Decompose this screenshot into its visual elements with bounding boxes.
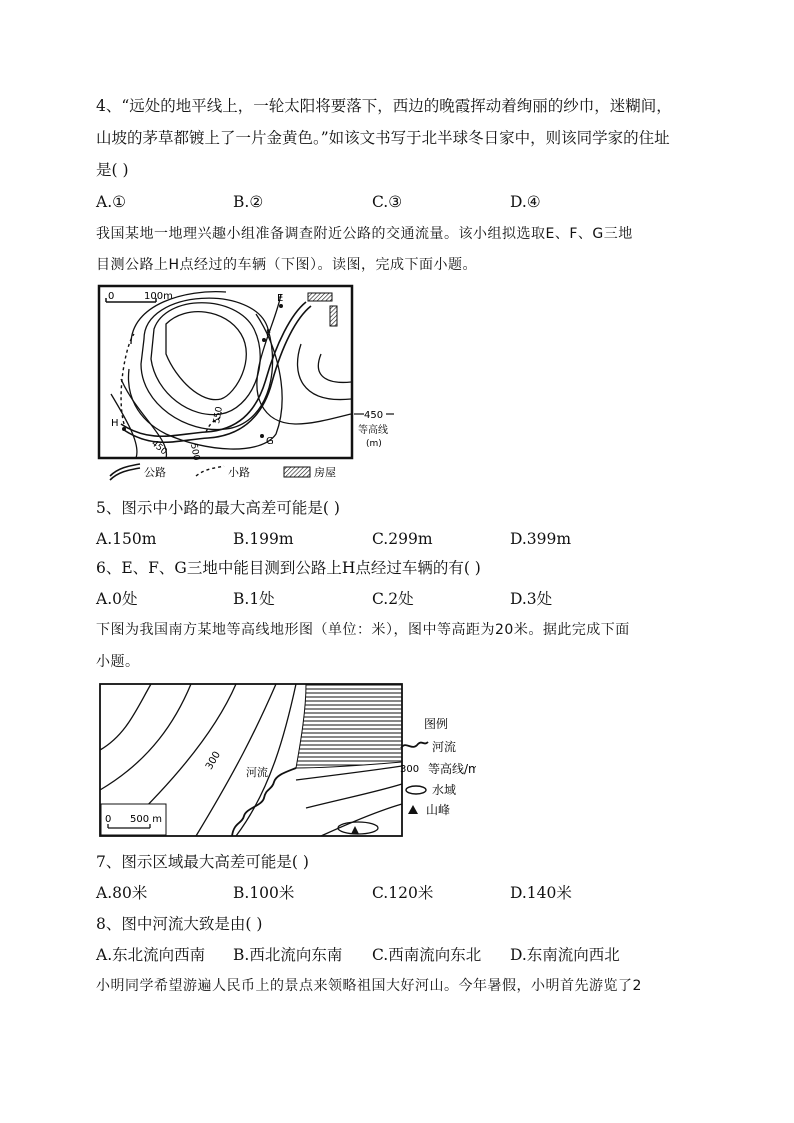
q4-option-c[interactable]: C.③ (372, 193, 403, 211)
q6-option-b[interactable]: B.1处 (233, 590, 275, 608)
q4-option-a[interactable]: A.① (96, 193, 127, 211)
label-f: F (266, 329, 272, 339)
map2-legend-title: 图例 (424, 717, 449, 731)
legend-water-icon (406, 786, 426, 794)
contour-map-1 (96, 284, 402, 488)
q5-option-c[interactable]: C.299m (372, 530, 433, 548)
map2-scale-zero: 0 (105, 814, 112, 825)
q6-text: 6、E、F、G三地中能目测到公路上H点经过车辆的有( ) (96, 559, 481, 577)
legend-river-icon (401, 742, 428, 748)
q7-option-b[interactable]: B.100米 (233, 884, 295, 902)
legend-contour-value: 450 (364, 410, 384, 421)
legend-contour-unit: (m) (366, 439, 382, 449)
intro2-line-2: 小题。 (96, 654, 140, 670)
house-1 (308, 293, 332, 301)
q6-option-d[interactable]: D.3处 (510, 590, 553, 608)
label-h: H (111, 418, 119, 429)
contour-label-550: 550 (212, 405, 225, 425)
map2-legend-river: 河流 (432, 740, 457, 754)
map2-contour-label: 300 (203, 749, 223, 772)
point-h (122, 427, 126, 431)
legend-contour-label: 等高线 (358, 425, 388, 436)
map2-scale-bar (101, 804, 166, 835)
map1-scale-zero: 0 (108, 291, 115, 302)
q4-line-1: 4、“远处的地平线上，一轮太阳将要落下，西边的晚霞挥动着绚丽的纱巾，迷糊间， (96, 97, 672, 115)
label-g: G (266, 436, 274, 447)
q4-line-3: 是( ) (96, 161, 129, 179)
q8-option-b[interactable]: B.西北流向东南 (233, 946, 343, 964)
map2-legend-water: 水域 (432, 783, 457, 797)
q5-text: 5、图示中小路的最大高差可能是( ) (96, 499, 340, 517)
q6-option-c[interactable]: C.2处 (372, 590, 414, 608)
intro2-line-1: 下图为我国南方某地等高线地形图（单位：米），图中等高距为20米。据此完成下面 (96, 622, 630, 638)
q5-option-b[interactable]: B.199m (233, 530, 294, 548)
map2-legend-peak: 山峰 (426, 803, 451, 817)
q8-text: 8、图中河流大致是由( ) (96, 915, 263, 933)
q7-option-a[interactable]: A.80米 (96, 884, 148, 902)
water-area (296, 684, 402, 768)
intro3-line-1: 小明同学希望游遍人民币上的景点来领略祖国大好河山。今年暑假，小明首先游览了2 (96, 978, 642, 994)
intro1-line-1: 我国某地一地理兴趣小组准备调查附近公路的交通流量。该小组拟选取E、F、G三地 (96, 226, 633, 242)
q4-option-d[interactable]: D.④ (510, 193, 541, 211)
map1-scale-label: 100m (144, 291, 173, 302)
contour-map-2 (96, 680, 476, 844)
map2-legend-contour: 等高线/m (428, 762, 476, 776)
contour-label-500: 500 (188, 442, 201, 462)
legend-path: 小路 (228, 466, 250, 479)
q5-option-d[interactable]: D.399m (510, 530, 572, 548)
q8-option-a[interactable]: A.东北流向西南 (96, 946, 206, 964)
map2-legend-contour-value: 300 (400, 764, 420, 775)
house-2 (330, 306, 337, 326)
q4-option-b[interactable]: B.② (233, 193, 264, 211)
map2-scale-label: 500 m (130, 814, 163, 825)
q7-option-c[interactable]: C.120米 (372, 884, 434, 902)
legend-peak-icon (408, 805, 418, 814)
contour-label-450: 450 (149, 438, 169, 458)
q4-line-2: 山坡的茅草都镀上了一片金黄色。”如该文书写于北半球冬日家中，则该同学家的住址 (96, 129, 670, 147)
point-e (279, 304, 283, 308)
q5-option-a[interactable]: A.150m (96, 530, 157, 548)
point-g (260, 434, 264, 438)
intro1-line-2: 目测公路上H点经过的车辆（下图）。读图，完成下面小题。 (96, 257, 478, 273)
legend-road: 公路 (144, 466, 166, 479)
q7-option-d[interactable]: D.140米 (510, 884, 572, 902)
map2-river-label: 河流 (246, 766, 268, 779)
legend-house: 房屋 (314, 466, 336, 479)
label-e: E (277, 293, 284, 304)
map1-legend (110, 464, 336, 480)
q7-text: 7、图示区域最大高差可能是( ) (96, 853, 309, 871)
q8-option-c[interactable]: C.西南流向东北 (372, 946, 482, 964)
q6-option-a[interactable]: A.0处 (96, 590, 138, 608)
q8-option-d[interactable]: D.东南流向西北 (510, 946, 620, 964)
